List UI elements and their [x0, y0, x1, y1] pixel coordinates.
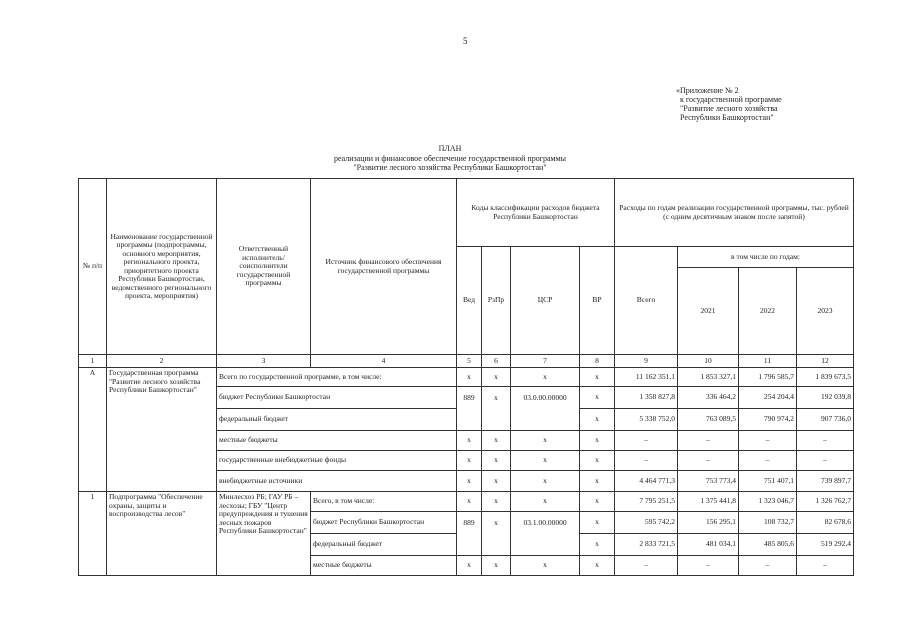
source-cell: бюджет Республики Башкортостан — [311, 512, 457, 534]
vr-cell: х — [580, 387, 615, 409]
year-2022-cell: 254 204,4 — [739, 387, 797, 409]
rzpr-cell: х — [482, 368, 511, 387]
ved-cell: х — [457, 451, 482, 471]
rzpr-cell: х — [482, 451, 511, 471]
source-cell: Всего по государственной программе, в том числе: — [217, 368, 457, 387]
source-cell: бюджет Республики Башкортостан — [217, 387, 457, 409]
header-year-2023: 2023 — [797, 268, 854, 355]
col-number: 11 — [739, 355, 797, 368]
csr-cell — [511, 534, 580, 556]
csr-cell: х — [511, 431, 580, 451]
rzpr-cell: х — [482, 512, 511, 534]
header-total: Всего — [615, 247, 678, 355]
total-cell: 1 358 827,8 — [615, 387, 678, 409]
csr-cell: х — [511, 451, 580, 471]
appendix-line-4: Республики Башкортостан" — [680, 113, 774, 122]
year-2021-cell: 336 464,2 — [678, 387, 739, 409]
rzpr-cell: х — [482, 431, 511, 451]
header-num: № п/п — [79, 179, 107, 355]
year-2023-cell: 1 839 673,5 — [797, 368, 854, 387]
source-cell: федеральный бюджет — [311, 534, 457, 556]
appendix-note — [676, 86, 782, 122]
col-number: 7 — [511, 355, 580, 368]
plan-title: ПЛАН — [438, 144, 462, 153]
csr-cell: 03.0.00.00000 — [511, 387, 580, 409]
rzpr-cell — [482, 534, 511, 556]
ved-cell: х — [457, 368, 482, 387]
total-cell: – — [615, 451, 678, 471]
header-name: Наименование государственной программы (подпрограммы, основного мероприятия, регионального проекта, приоритетного проекта Республики Башкортостан, ведомственного регионального проекта, мероприятия) — [107, 179, 217, 355]
source-cell: федеральный бюджет — [217, 409, 457, 431]
year-2021-cell: 481 034,1 — [678, 534, 739, 556]
source-cell: местные бюджеты — [311, 556, 457, 576]
header-source: Источник финансового обеспечения государственной программы — [311, 179, 457, 355]
total-cell: 11 162 351,1 — [615, 368, 678, 387]
year-2023-cell: – — [797, 431, 854, 451]
year-2021-cell: – — [678, 556, 739, 576]
year-2022-cell: – — [739, 451, 797, 471]
vr-cell: х — [580, 368, 615, 387]
vr-cell: х — [580, 431, 615, 451]
plan-program-name: "Развитие лесного хозяйства Республики Башкортостан" — [353, 163, 547, 172]
col-number: 1 — [79, 355, 107, 368]
table-row — [79, 492, 854, 512]
header-rzpr: РзПр — [482, 247, 511, 355]
col-number: 12 — [797, 355, 854, 368]
rzpr-cell — [482, 409, 511, 431]
ved-cell: х — [457, 556, 482, 576]
rzpr-cell: х — [482, 471, 511, 492]
year-2023-cell: – — [797, 556, 854, 576]
year-2022-cell: 1 796 585,7 — [739, 368, 797, 387]
year-2021-cell: – — [678, 431, 739, 451]
source-cell: Всего, в том числе: — [311, 492, 457, 512]
appendix-line-1: «Приложение № 2 — [676, 86, 739, 95]
ved-cell — [457, 534, 482, 556]
appendix-line-3: "Развитие лесного хозяйства — [680, 104, 778, 113]
vr-cell: х — [580, 409, 615, 431]
vr-cell: х — [580, 512, 615, 534]
header-executor: Ответственный исполнитель/ соисполнители государственной программы — [217, 179, 311, 355]
col-number: 6 — [482, 355, 511, 368]
csr-cell: х — [511, 492, 580, 512]
csr-cell — [511, 409, 580, 431]
section-1-name: Подпрограмма "Обеспечение охраны, защиты и воспроизводства лесов" — [107, 492, 217, 576]
year-2021-cell: – — [678, 451, 739, 471]
year-2021-cell: 753 773,4 — [678, 471, 739, 492]
section-a-num: А — [79, 368, 107, 492]
col-number: 8 — [580, 355, 615, 368]
year-2023-cell: – — [797, 451, 854, 471]
col-number: 3 — [217, 355, 311, 368]
section-1-num: 1 — [79, 492, 107, 576]
header-codes: Коды классификации расходов бюджета Республики Башкортостан — [457, 179, 615, 247]
col-number: 4 — [311, 355, 457, 368]
source-cell: государственные внебюджетные фонды — [217, 451, 457, 471]
ved-cell: х — [457, 471, 482, 492]
ved-cell: 889 — [457, 512, 482, 534]
year-2022-cell: 108 732,7 — [739, 512, 797, 534]
total-cell: 595 742,2 — [615, 512, 678, 534]
ved-cell: 889 — [457, 387, 482, 409]
source-cell: местные бюджеты — [217, 431, 457, 451]
plan-subtitle: реализации и финансовое обеспечение государственной программы — [333, 154, 567, 163]
section-1-executor: Минлесхоз РБ; ГАУ РБ – лесхозы; ГБУ "Центр предупреждения и тушения лесных пожаров Республики Башкортостан" — [217, 492, 311, 576]
vr-cell: х — [580, 556, 615, 576]
year-2023-cell: 1 326 762,7 — [797, 492, 854, 512]
year-2023-cell: 739 897,7 — [797, 471, 854, 492]
total-cell: 7 795 251,5 — [615, 492, 678, 512]
col-number: 9 — [615, 355, 678, 368]
total-cell: 4 464 771,3 — [615, 471, 678, 492]
page-number: 5 — [463, 36, 468, 46]
total-cell: – — [615, 431, 678, 451]
header-ved: Вед — [457, 247, 482, 355]
vr-cell: х — [580, 471, 615, 492]
ved-cell: х — [457, 431, 482, 451]
source-cell: внебюджетные источники — [217, 471, 457, 492]
ved-cell — [457, 409, 482, 431]
table-row — [79, 368, 854, 387]
year-2021-cell: 1 853 327,1 — [678, 368, 739, 387]
header-by-years: в том числе по годам: — [678, 247, 854, 268]
appendix-line-2: к государственной программе — [680, 95, 782, 104]
section-a-name: Государственная программа "Развитие лесного хозяйства Республики Башкортостан" — [107, 368, 217, 492]
header-year-2021: 2021 — [678, 268, 739, 355]
header-expenses: Расходы по годам реализации государственной программы, тыс. рублей (с одним десятичным знаком после запятой) — [615, 179, 854, 247]
year-2022-cell: 751 407,1 — [739, 471, 797, 492]
vr-cell: х — [580, 492, 615, 512]
vr-cell: х — [580, 451, 615, 471]
total-cell: – — [615, 556, 678, 576]
column-numbers-row — [79, 355, 854, 368]
col-number: 10 — [678, 355, 739, 368]
total-cell: 5 338 752,0 — [615, 409, 678, 431]
year-2022-cell: 1 323 046,7 — [739, 492, 797, 512]
col-number: 2 — [107, 355, 217, 368]
year-2023-cell: 907 736,0 — [797, 409, 854, 431]
year-2022-cell: – — [739, 556, 797, 576]
header-csr: ЦСР — [511, 247, 580, 355]
header-year-2022: 2022 — [739, 268, 797, 355]
total-cell: 2 833 721,5 — [615, 534, 678, 556]
rzpr-cell: х — [482, 556, 511, 576]
csr-cell: х — [511, 556, 580, 576]
plan-table — [78, 178, 854, 576]
year-2022-cell: 790 974,2 — [739, 409, 797, 431]
vr-cell: х — [580, 534, 615, 556]
year-2022-cell: – — [739, 431, 797, 451]
rzpr-cell: х — [482, 387, 511, 409]
csr-cell: х — [511, 368, 580, 387]
csr-cell: 03.1.00.00000 — [511, 512, 580, 534]
ved-cell: х — [457, 492, 482, 512]
csr-cell: х — [511, 471, 580, 492]
rzpr-cell: х — [482, 492, 511, 512]
year-2022-cell: 485 805,6 — [739, 534, 797, 556]
year-2023-cell: 82 678,6 — [797, 512, 854, 534]
year-2021-cell: 156 295,1 — [678, 512, 739, 534]
year-2023-cell: 519 292,4 — [797, 534, 854, 556]
header-vr: ВР — [580, 247, 615, 355]
year-2021-cell: 763 089,5 — [678, 409, 739, 431]
col-number: 5 — [457, 355, 482, 368]
year-2021-cell: 1 375 441,8 — [678, 492, 739, 512]
year-2023-cell: 192 039,8 — [797, 387, 854, 409]
